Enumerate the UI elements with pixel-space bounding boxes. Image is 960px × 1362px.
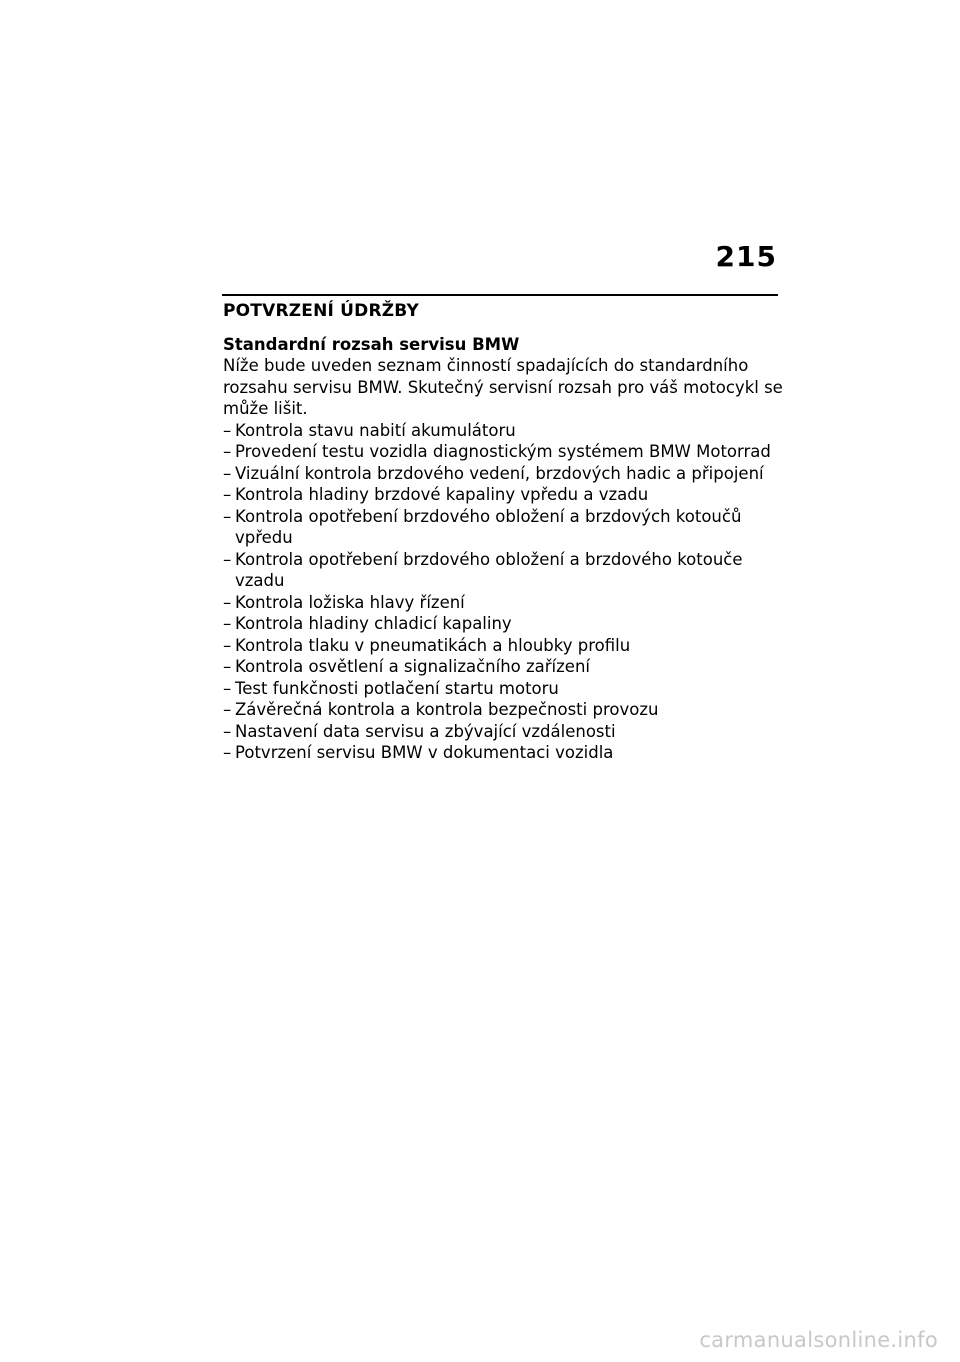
list-item-text: Kontrola hladiny chladicí kapaliny [235,614,512,633]
list-item-text: Provedení testu vozidla diagnostickým systémem BMW Motorrad [235,442,771,461]
bullet-dash: – [223,549,232,569]
list-item-text: Kontrola opotřebení brzdového obložení a brzdových kotoučů vpředu [235,506,742,547]
list-item [223,484,783,506]
list-item-text: Kontrola ložiska hlavy řízení [235,592,465,612]
list-item-text: Nastavení data servisu a zbývající vzdálenosti [235,721,616,741]
watermark: carmanualsonline.info [699,1328,938,1352]
list-item-text: Test funkčnosti potlačení startu motoru [235,678,559,698]
bullet-dash: – [223,743,232,762]
subtitle: Standardní rozsah servisu BMW [223,335,520,354]
bullet-dash: – [223,635,232,655]
task-list [223,420,783,764]
bullet-dash: – [223,592,232,612]
list-item-text: Kontrola stavu nabití akumulátoru [235,420,516,440]
list-item [223,441,783,463]
list-item-text: Kontrola opotřebení brzdového obložení a brzdového kotouče vzadu [235,549,743,590]
list-item-text: Kontrola hladiny brzdové kapaliny vpředu a vzadu [235,485,649,504]
list-item [223,506,783,549]
list-item [223,549,783,592]
bullet-dash: – [223,678,232,698]
list-item-text: Vizuální kontrola brzdového vedení, brzdových hadic a připojení [235,463,764,483]
list-item [223,721,783,743]
list-item-text: Kontrola osvětlení a signalizačního zařízení [235,657,590,676]
main-content [223,300,783,764]
list-item [223,656,783,678]
list-item [223,463,783,485]
bullet-dash: – [223,420,232,440]
list-item [223,592,783,614]
bullet-dash: – [223,442,232,461]
list-item [223,742,783,764]
list-item-text: Potvrzení servisu BMW v dokumentaci vozidla [235,743,614,762]
list-item-text: Závěrečná kontrola a kontrola bezpečnosti provozu [235,700,659,719]
section-title: POTVRZENÍ ÚDRŽBY [223,301,420,321]
intro-paragraph: Níže bude uveden seznam činností spadajících do standardního rozsahu servisu BMW. Skutečný servisní rozsah pro váš motocykl se může lišit. [223,356,783,418]
bullet-dash: – [223,700,232,719]
header-rule [222,294,778,296]
bullet-dash: – [223,721,232,741]
list-item [223,635,783,657]
list-item [223,613,783,635]
bullet-dash: – [223,506,232,526]
page-number: 215 [715,240,777,273]
list-item [223,420,783,442]
list-item [223,678,783,700]
bullet-dash: – [223,614,232,633]
list-item-text: Kontrola tlaku v pneumatikách a hloubky profilu [235,635,631,655]
bullet-dash: – [223,485,232,504]
list-item [223,699,783,721]
bullet-dash: – [223,657,232,676]
bullet-dash: – [223,463,232,483]
